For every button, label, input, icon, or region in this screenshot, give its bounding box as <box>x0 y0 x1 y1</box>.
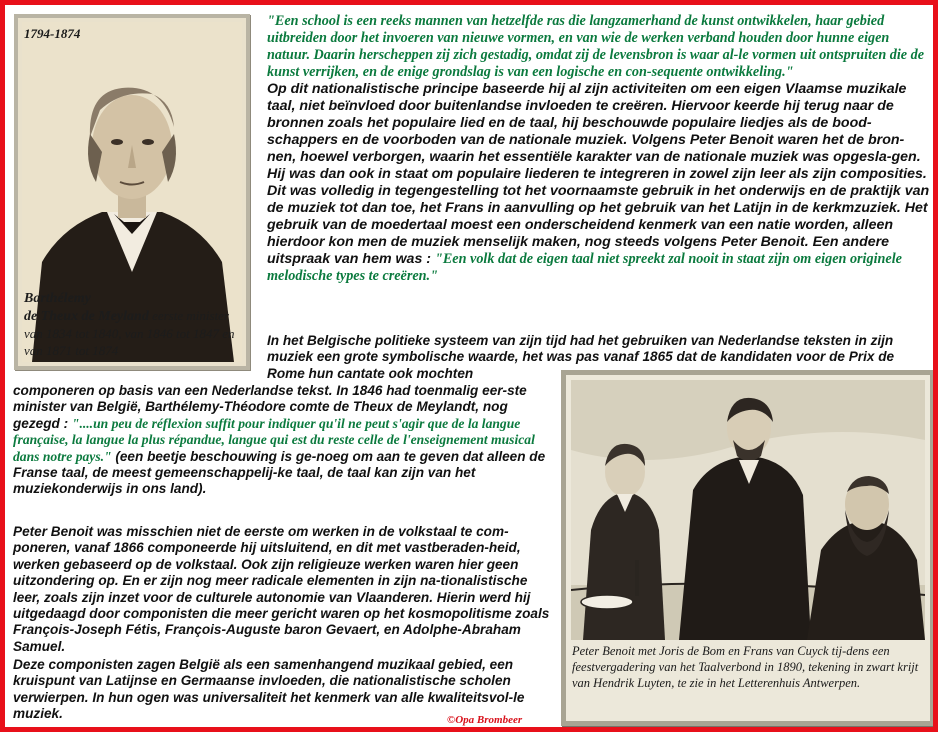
photo-image <box>571 380 925 640</box>
portrait-caption-rest: eerste minister van 1834 tot 1840, van 1846 tot 1847 en van 1871 tot 1874 <box>24 308 235 358</box>
portrait-caption <box>24 289 242 359</box>
volk-quote: "Een volk dat de eigen taal niet spreekt zal nooit in staat zijn om eigen originele melodische types te creëren." <box>267 251 902 284</box>
school-quote: "Een school is een reeks mannen van hetzelfde ras die langzamerhand de kunst ontwikkelen, haar gebied uitbreiden door het invoeren van nieuwe vormen, en van wie de werken verband houden door hunne eigen natuur. Daarin herscheppen zij zich gestadig, omdat zij de levensbron is waar al-le vormen uit ontspruiten die de kunst verrijken, en de enige grondslag is van een logische en con-sequente ontwikkeling." <box>267 13 925 80</box>
paragraph-1 <box>267 13 933 285</box>
paragraph-4: Peter Benoit was misschien niet de eerste om werken in de volkstaal te com-poneren, vanaf 1866 componeerde hij uitsluitend, en dit met vastberaden-heid, werken gebaseerd op de volkstaal. Ook zijn religieuze werken waren hier geen uitzondering op. En er zijn nog meer radicale elementen in zijn na-tionalistische leer, zoals zijn inzet voor de culturele autonomie van Vlaanderen. Hierin werd hij uitgedaagd door componisten die meer gericht waren op het kosmopolitisme zoals François-Joseph Fétis, François-Auguste baron Gevaert, en Adolphe-Abraham Samuel. <box>13 524 550 654</box>
french-quote: "....un peu de réflexion suffit pour indiquer qu'il ne peut s'agir que de la langue française, la langue la plus répandue, langue qui est du reste celle de l'enseignement musical dans notre pays." <box>13 415 535 464</box>
photo-drawing <box>571 380 925 640</box>
portrait-name-line1: Barthélemy <box>24 291 91 306</box>
photo-caption: Peter Benoit met Joris de Bom en Frans van Cuyck tij-dens een feestvergadering van het Taalverbond in 1890, tekening in zwart krijt van Hendrik Luyten, te zie in het Letterenhuis Antwerpen. <box>572 644 919 690</box>
paragraph-1-text: Op dit nationalistische principe baseerde hij al zijn activiteiten om een eigen Vlaamse muzikale taal, niet beïnvloed door buitenlandse invloeden te creëren. Hiervoor keerde hij terug naar de bronnen zoals het populaire lied en de taal, hij beschouwde populaire liedjes als de bood-schappers en de voorboden van de nationale muziek. Volgens Peter Benoit waren het de bron-nen, hoewel verborgen, waarin het essentiële karakter van de nationale muziek was opgesla-gen. Hij was dan ook in staat om populaire liederen te integreren in zowel zijn leer als zijn composities. Dit was volledig in tegengestelling tot het voornaamste gebruik in het onderwijs en de praktijk van de muziek tot dan toe, het Frans in aanvulling op het gebruik van het Latijn in de kerkmzuziek. Het gebruik van de moedertaal moest een onderscheidend kenmerk van een natie worden, alleen hierdoor kon men de muziek menselijk maken, nog steeds volgens Peter Benoit. Een andere uitspraak van hem was : <box>267 81 930 267</box>
paragraph-3 <box>13 383 555 498</box>
portrait-name-line2: de Theux de Meyland <box>24 309 149 324</box>
portrait-years: 1794-1874 <box>24 26 81 41</box>
copyright-mark: ©Opa Brombeer <box>447 714 523 726</box>
paragraph-2: In het Belgische politieke systeem van zijn tijd had het gebruiken van Nederlandse teksten in zijn muziek een grote symbolische waarde, het was pas vanaf 1865 dat de kandidaten voor de Prix de Rome hun cantate ook mochten <box>267 333 895 381</box>
paragraph-3-text: componeren op basis van een Nederlandse tekst. In 1846 had toenmalig eer-ste minister van België, Barthélemy-Théodore comte de Theux de Meylandt, nog gezegd : <box>13 383 527 431</box>
photo-frame <box>561 370 935 726</box>
paragraph-3-text2: (een beetje beschouwing is ge-noeg om aan te geven dat alleen de Franse taal, de meest gemeenschappelij-ke taal, de taal kan zijn van het muziekonderwijs in ons land). <box>13 448 546 497</box>
paragraph-5: Deze componisten zagen België als een samenhangend muzikaal gebied, een kruispunt van Latijnse en Germaanse invloeden, die nationalistische scholen verwierpen. In hun ogen was universaliteit het kenmerk van alle kwaliteitsvol-le muziek. <box>13 657 525 722</box>
portrait-frame <box>14 14 250 370</box>
